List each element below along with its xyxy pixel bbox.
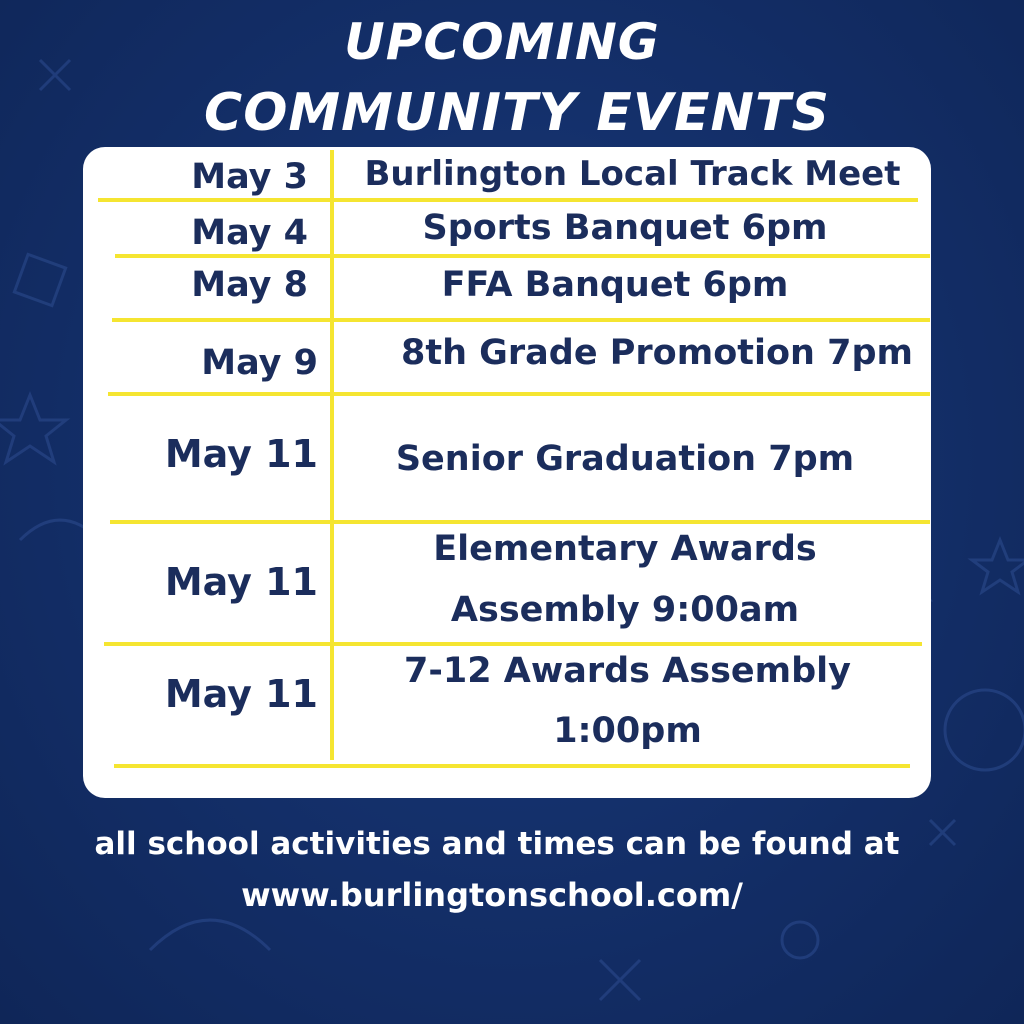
event-title: Burlington Local Track Meet (364, 154, 901, 194)
event-title: FFA Banquet 6pm (441, 265, 789, 305)
event-date: May 11 (164, 560, 318, 604)
event-title-line-2: 1:00pm (553, 711, 702, 751)
event-title: Senior Graduation 7pm (395, 439, 855, 479)
event-title-line-1: 7-12 Awards Assembly (404, 651, 851, 691)
row-divider (115, 254, 930, 258)
footer-url[interactable]: www.burlingtonschool.com/ (241, 876, 743, 914)
row-divider (108, 392, 930, 396)
title-line-1: UPCOMING (344, 13, 660, 71)
row-divider (112, 318, 930, 322)
row-divider (104, 642, 922, 646)
event-date: May 11 (164, 672, 318, 716)
event-title-line-2: Assembly 9:00am (450, 590, 800, 630)
event-title: 8th Grade Promotion 7pm (401, 333, 913, 373)
event-date: May 3 (191, 157, 308, 197)
title-line-2: COMMUNITY EVENTS (204, 83, 830, 143)
row-divider (98, 198, 918, 202)
event-title: Sports Banquet 6pm (422, 208, 828, 248)
footer-line-1: all school activities and times can be found at (94, 826, 900, 862)
event-title-line-1: Elementary Awards (433, 529, 817, 569)
event-date: May 8 (191, 265, 308, 305)
row-divider (114, 764, 910, 768)
event-date: May 11 (164, 432, 318, 476)
row-divider (110, 520, 930, 524)
event-date: May 9 (201, 343, 318, 383)
event-date: May 4 (191, 213, 308, 253)
